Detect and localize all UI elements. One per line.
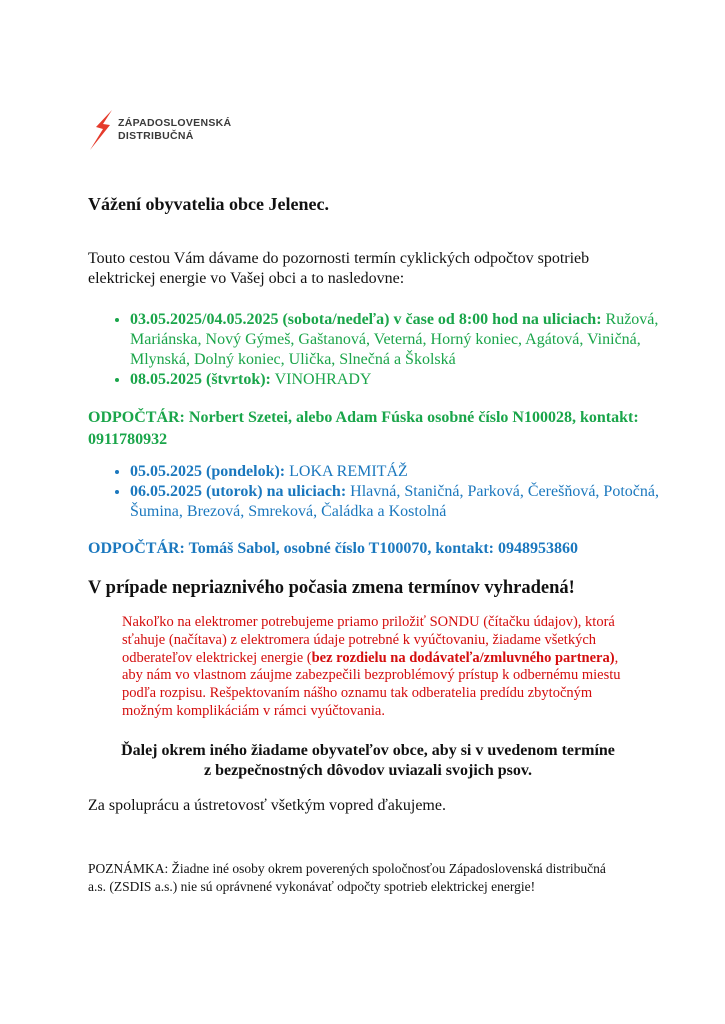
schedule-list-group2 <box>108 462 670 522</box>
schedule-item <box>130 310 670 370</box>
schedule-streets: Ružová, Mariánska, Nový Gýmeš, Gaštanová, Veterná, Horný koniec, Agátová, Viničná, Mlynská, Dolný koniec, Ulička, Slnečná a Školská <box>130 311 659 368</box>
schedule-date: 06.05.2025 (utorok) na uliciach: <box>130 483 347 500</box>
schedule-date: 05.05.2025 (pondelok): <box>130 463 286 480</box>
schedule-streets: LOKA REMITÁŽ <box>289 463 408 480</box>
schedule-date: 08.05.2025 (štvrtok): <box>130 371 271 388</box>
schedule-date: 03.05.2025/04.05.2025 (sobota/nedeľa) v čase od 8:00 hod na uliciach: <box>130 311 602 328</box>
notice-text-bold: bez rozdielu na dodávateľa/zmluvného partnera) <box>311 649 615 666</box>
notice-text-after: , aby nám vo vlastnom záujme zabezpečili bezproblémový prístup k odbernému miestu podľa rozpisu. Rešpektovaním nášho oznamu tak odberatelia predídu zbytočným možným komplikáciám v rámci vyúčtovania. <box>122 649 621 719</box>
reader-info-group1: ODPOČTÁR: Norbert Szetei, alebo Adam Fúska osobné číslo N100028, kontakt: 0911780932 <box>88 409 639 448</box>
lightning-bolt-icon <box>88 108 114 152</box>
company-logo <box>88 108 231 152</box>
reader-info-group2: ODPOČTÁR: Tomáš Sabol, osobné číslo T100070, kontakt: 0948953860 <box>88 540 578 557</box>
schedule-list-group1 <box>108 310 670 390</box>
schedule-item <box>130 462 670 482</box>
schedule-streets: Hlavná, Staničná, Parková, Čerešňová, Potočná, Šumina, Brezová, Smreková, Čaládka a Kostolná <box>130 483 659 520</box>
meter-access-notice <box>122 614 642 721</box>
intro-paragraph: Touto cestou Vám dávame do pozornosti termín cyklických odpočtov spotrieb elektrickej energie vo Vašej obci a to nasledovne: <box>88 250 590 287</box>
greeting-heading: Vážení obyvatelia obce Jelenec. <box>88 194 329 214</box>
dogs-request <box>88 741 648 781</box>
footer-note: POZNÁMKA: Žiadne iné osoby okrem poverených spoločnosťou Západoslovenská distribučná a.s. (ZSDIS a.s.) nie sú oprávnené vykonávať odpočty spotrieb elektrickej energie! <box>88 861 606 894</box>
weather-warning: V prípade nepriaznivého počasia zmena termínov vyhradená! <box>88 578 575 598</box>
schedule-streets: VINOHRADY <box>274 371 372 388</box>
logo-line1: ZÁPADOSLOVENSKÁ <box>118 117 232 129</box>
logo-line2: DISTRIBUČNÁ <box>118 130 194 142</box>
dogs-request-line2: z bezpečnostných dôvodov uviazali svojich psov. <box>203 762 533 779</box>
schedule-item <box>130 482 670 522</box>
dogs-request-line1: Ďalej okrem iného žiadame obyvateľov obce, aby si v uvedenom termíne <box>121 742 615 759</box>
schedule-item <box>130 370 670 390</box>
thanks-line: Za spoluprácu a ústretovosť všetkým vopred ďakujeme. <box>88 797 446 814</box>
logo-wordmark <box>118 117 231 143</box>
notice-text-before: Nakoľko na elektromer potrebujeme priamo priložiť SONDU (čítačku údajov), ktorá sťahuje (načítava) z elektromera údaje potrebné k vyúčtovaniu, žiadame všetkých odberateľov elektrickej energie ( <box>122 614 615 666</box>
